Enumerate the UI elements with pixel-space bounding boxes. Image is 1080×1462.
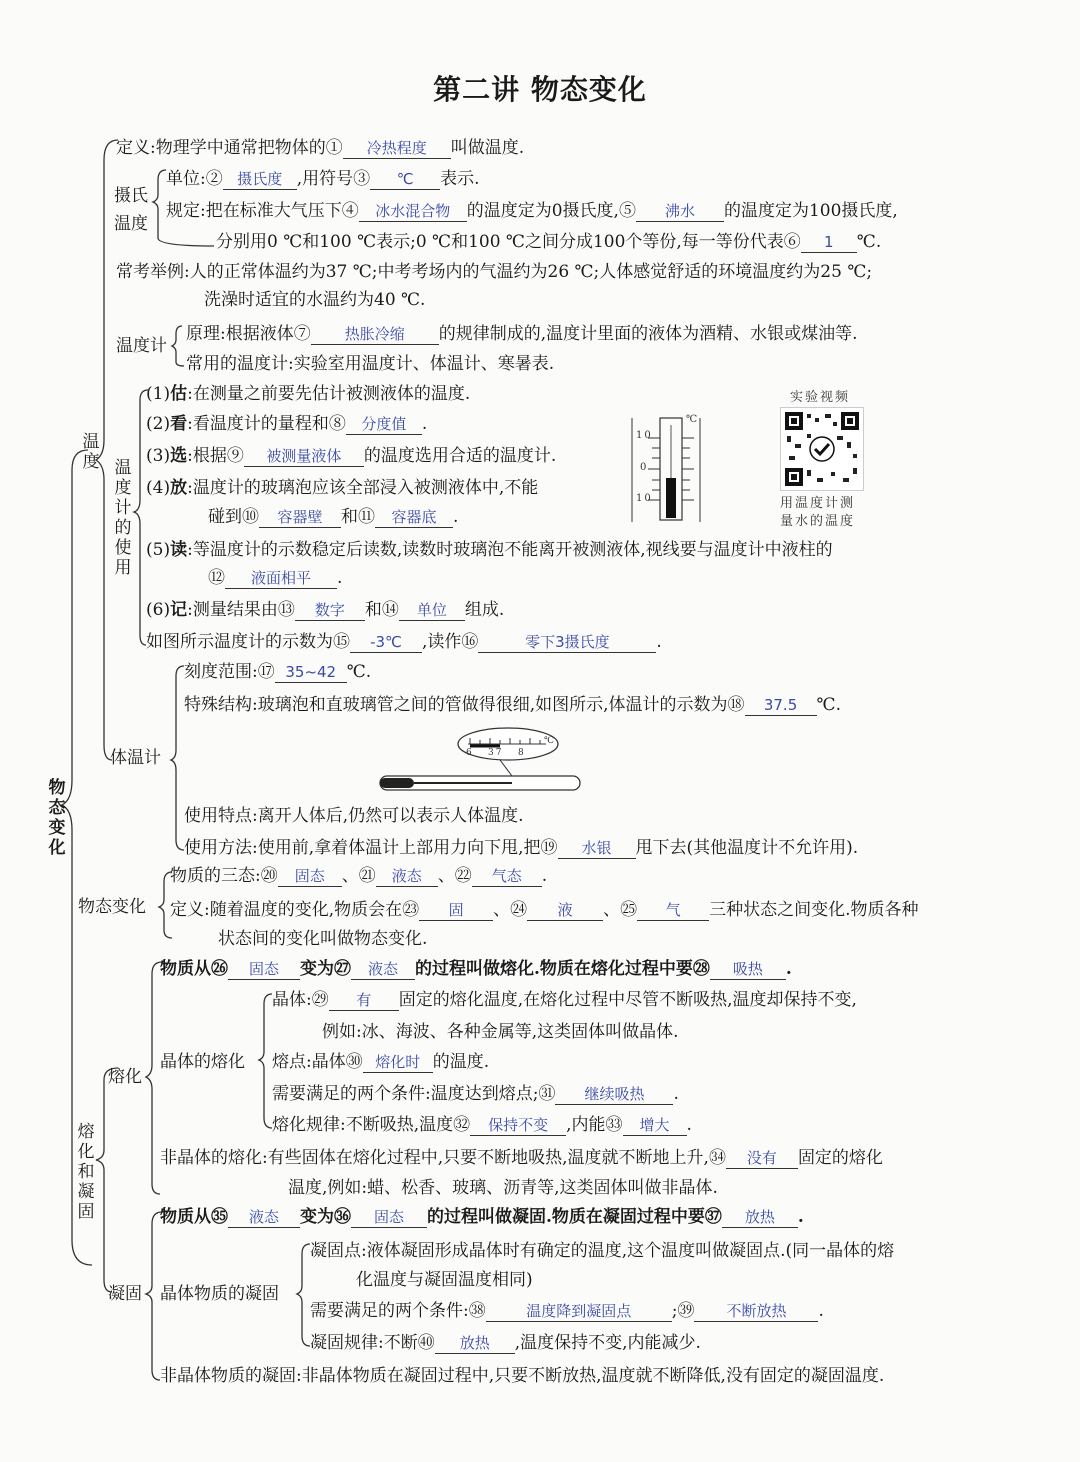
answer-17: 35~42 — [275, 662, 347, 683]
line-ex2: 洗澡时适宜的水温约为40 ℃. — [204, 290, 426, 310]
jt-5: 熔化规律:不断吸热,温度㉜ 保持不变 ,内能㉝ 增大 . — [272, 1115, 692, 1135]
jn-label: 晶体物质的凝固 — [160, 1284, 279, 1304]
fn: 非晶体物质的凝固:非晶体物质在凝固过程中,只要不断放热,温度就不断降低,没有固定的凝固温度. — [160, 1366, 885, 1386]
line-ex1: 常考举例:人的正常体温约为37 ℃;中考考场内的气温约为26 ℃;人体感觉舒适的环境温度约为25 ℃; — [116, 262, 873, 282]
answer-35: 液态 — [228, 1207, 300, 1228]
line-rule: 规定:把在标准大气压下④ 冰水混合物 的温度定为0摄氏度,⑤ 沸水 的温度定为100摄氏度, — [166, 201, 898, 221]
jt-4: 需要满足的两个条件:温度达到熔点;㉛ 继续吸热 . — [272, 1084, 679, 1104]
jt-bracket — [259, 994, 272, 1128]
answer-13: 数字 — [295, 600, 365, 621]
use-7: 如图所示温度计的示数为⑮ -3℃ ,读作⑯ 零下3摄氏度 . — [146, 632, 662, 652]
wt-1: 物质的三态:⑳ 固态 、㉑ 液态 、㉒ 气态 . — [170, 866, 548, 886]
answer-9: 被测量液体 — [244, 446, 364, 467]
rh-label: 熔化 — [108, 1067, 142, 1087]
answer-28: 吸热 — [710, 959, 786, 980]
answer-4: 冰水混合物 — [359, 201, 467, 222]
answer-5: 沸水 — [636, 201, 724, 222]
answer-8: 分度值 — [346, 414, 422, 435]
answer-25: 气 — [637, 900, 709, 921]
therm-label-10: 10 — [636, 430, 653, 441]
answer-39: 不断放热 — [694, 1301, 818, 1322]
therm-unit: ℃ — [686, 414, 700, 425]
line-yl: 原理:根据液体⑦ 热胀冷缩 的规律制成的,温度计里面的液体为酒精、水银或煤油等. — [186, 324, 858, 344]
use-4b: 碰到⑩ 容器壁 和⑪ 容器底 . — [208, 507, 459, 527]
wdj-bracket — [172, 326, 184, 366]
clin-label-6: 6 — [466, 748, 474, 758]
wt-3: 状态间的变化叫做物态变化. — [218, 929, 428, 949]
use-5b: ⑫ 液面相平 . — [208, 568, 343, 588]
clin-label-8: 8 — [518, 748, 526, 758]
tw-label: 体温计 — [110, 748, 161, 768]
answer-32: 保持不变 — [470, 1115, 566, 1136]
jn-bracket — [297, 1244, 310, 1346]
answer-3: ℃ — [370, 169, 440, 190]
jn-3: 需要满足的两个条件:㊳ 温度降到凝固点 ;㊴ 不断放热 . — [310, 1301, 824, 1321]
answer-12: 液面相平 — [225, 568, 337, 589]
jt-3: 熔点:晶体㉚ 熔化时 的温度. — [272, 1052, 490, 1072]
clin-label-37: 37 — [488, 748, 504, 758]
wt-2: 定义:随着温度的变化,物质会在㉓ 固 、㉔ 液 、㉕ 气 三种状态之间变化.物质各种 — [170, 900, 919, 920]
fj-1: 非晶体的熔化:有些固体在熔化过程中,只要不断地吸热,温度就不断地上升,㉞ 没有 固定的熔化 — [160, 1148, 883, 1168]
ng-label: 凝固 — [108, 1284, 142, 1304]
answer-38: 温度降到凝固点 — [486, 1301, 672, 1322]
wdjsy-label: 温度计的使用 — [114, 458, 132, 578]
tw-bracket — [171, 666, 184, 850]
line-def: 定义:物理学中通常把物体的① 冷热程度 叫做温度. — [116, 138, 525, 158]
use-5: (5)读:等温度计的示数稳定后读数,读数时玻璃泡不能离开被测液体,视线要与温度计中液柱的 — [146, 540, 833, 560]
answer-24: 液 — [527, 900, 603, 921]
line-unit: 单位:② 摄氏度 ,用符号③ ℃ 表示. — [166, 169, 480, 189]
jt-2: 例如:冰、海波、各种金属等,这类固体叫做晶体. — [322, 1022, 679, 1042]
line-rule2: 分别用0 ℃和100 ℃表示;0 ℃和100 ℃之间分成100个等份,每一等份代表⑥ 1 ℃. — [216, 232, 882, 252]
jn-1: 凝固点:液体凝固形成晶体时有确定的温度,这个温度叫做凝固点.(同一晶体的熔 — [310, 1241, 895, 1261]
answer-34: 没有 — [726, 1148, 798, 1169]
rhnz-label: 熔化和凝固 — [77, 1122, 95, 1222]
qr-pattern — [781, 408, 863, 490]
use-2: (2)看:看温度计的量程和⑧ 分度值 . — [146, 414, 428, 434]
root-label: 物态变化 — [48, 778, 66, 858]
answer-7: 热胀冷缩 — [311, 324, 439, 345]
answer-22: 气态 — [472, 866, 542, 887]
jn-2: 化温度与凝固温度相同) — [356, 1270, 533, 1290]
use-1: (1)估:在测量之前要先估计被测液体的温度. — [146, 384, 471, 404]
answer-29: 有 — [329, 990, 399, 1011]
answer-1: 冷热程度 — [343, 138, 451, 159]
wt-label: 物态变化 — [78, 897, 146, 917]
answer-20: 固态 — [278, 866, 342, 887]
answer-30: 熔化时 — [363, 1052, 433, 1073]
answer-26: 固态 — [228, 959, 300, 980]
answer-6: 1 — [801, 232, 857, 253]
line-cy: 常用的温度计:实验室用温度计、体温计、寒暑表. — [186, 354, 555, 374]
answer-16: 零下3摄氏度 — [478, 632, 656, 653]
answer-23: 固 — [419, 900, 493, 921]
answer-31: 继续吸热 — [555, 1084, 673, 1105]
answer-10: 容器壁 — [259, 507, 341, 528]
answer-2: 摄氏度 — [223, 169, 297, 190]
answer-33: 增大 — [623, 1115, 687, 1136]
qr-code-image[interactable] — [780, 407, 864, 491]
tw-2: 特殊结构:玻璃泡和直玻璃管之间的管做得很细,如图所示,体温计的示数为⑱ 37.5 ℃. — [184, 695, 841, 715]
rh-1: 物质从㉖ 固态 变为㉗ 液态 的过程叫做熔化.物质在熔化过程中要㉘ 吸热 . — [160, 959, 792, 979]
answer-21: 液态 — [376, 866, 438, 887]
use-6: (6)记:测量结果由⑬ 数字 和⑭ 单位 组成. — [146, 600, 505, 620]
use-4: (4)放:温度计的玻璃泡应该全部浸入被测液体中,不能 — [146, 478, 539, 498]
qr-caption-2: 量水的温度 — [780, 514, 856, 529]
answer-18: 37.5 — [745, 695, 817, 716]
answer-15: -3℃ — [350, 632, 422, 653]
jt-1: 晶体:㉙ 有 固定的熔化温度,在熔化过程中尽管不断吸热,温度却保持不变, — [272, 990, 857, 1010]
use-3: (3)选:根据⑨ 被测量液体 的温度选用合适的温度计. — [146, 446, 557, 466]
answer-40: 放热 — [435, 1333, 515, 1354]
rhnz-bracket — [96, 1068, 118, 1292]
answer-27: 液态 — [351, 959, 415, 980]
therm-label-n10: 10 — [636, 493, 653, 504]
jn-4: 凝固规律:不断㊵ 放热 ,温度保持不变,内能减少. — [310, 1333, 701, 1353]
answer-11: 容器底 — [375, 507, 453, 528]
ng-1: 物质从㉟ 液态 变为㊱ 固态 的过程叫做凝固.物质在凝固过程中要㊲ 放热 . — [160, 1207, 804, 1227]
answer-19: 水银 — [558, 838, 636, 859]
qr-caption-top: 实验视频 — [790, 390, 851, 405]
qr-caption-1: 用温度计测 — [780, 496, 856, 511]
answer-14: 单位 — [399, 600, 465, 621]
clin-unit: ℃ — [544, 736, 557, 746]
wdj-label: 温度计 — [116, 336, 167, 356]
tw-4: 使用方法:使用前,拿着体温计上部用力向下甩,把⑲ 水银 甩下去(其他温度计不允许用). — [184, 838, 859, 858]
sheshi-label: 摄氏温度 — [114, 186, 148, 234]
answer-37: 放热 — [722, 1207, 798, 1228]
tw-3: 使用特点:离开人体后,仍然可以表示人体温度. — [184, 806, 524, 826]
therm-label-0: 0 — [640, 462, 649, 473]
jt-label: 晶体的熔化 — [160, 1052, 245, 1072]
answer-36: 固态 — [351, 1207, 427, 1228]
tw-1: 刻度范围:⑰ 35~42 ℃. — [184, 662, 372, 682]
fj-2: 温度,例如:蜡、松香、玻璃、沥青等,这类固体叫做非晶体. — [288, 1178, 718, 1198]
page-title: 第二讲 物态变化 — [433, 73, 647, 106]
wendu-label: 温度 — [82, 432, 100, 472]
